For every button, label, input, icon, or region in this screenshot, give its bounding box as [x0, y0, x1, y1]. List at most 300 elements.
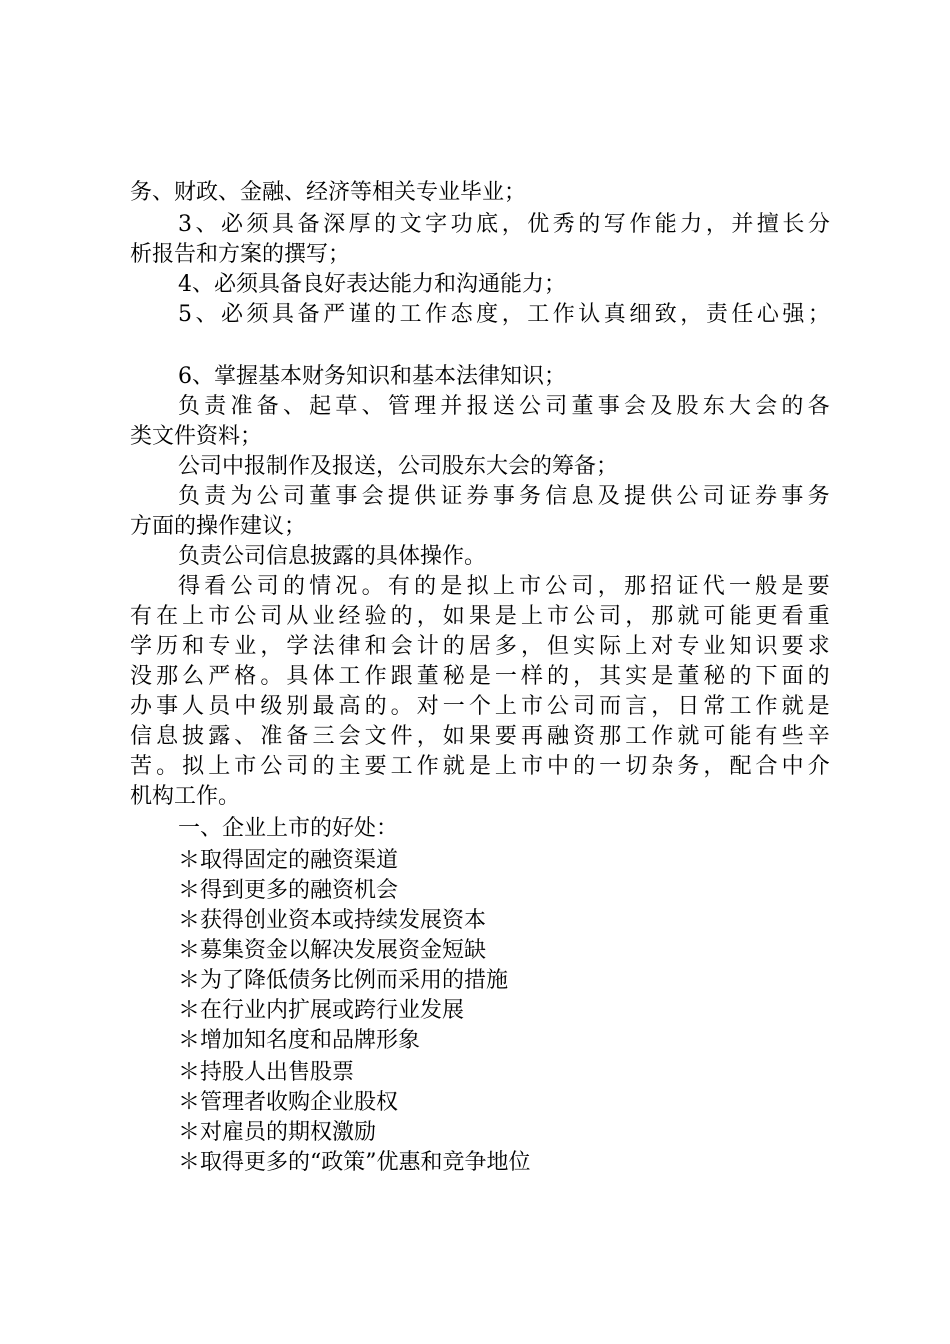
text-char: 办: [130, 694, 153, 719]
text-char: 一: [599, 754, 622, 779]
text-char: 心: [756, 302, 779, 327]
text-char: 必: [221, 302, 244, 327]
text-char: 拟: [466, 574, 489, 599]
text-char: 中: [234, 694, 257, 719]
text-char: 作: [425, 302, 448, 327]
text-char: 供: [414, 484, 437, 509]
text-line: [178, 392, 830, 422]
text-char: 秘: [703, 664, 726, 689]
text-char: 工: [729, 694, 752, 719]
text-char: 历: [156, 634, 179, 659]
text-char: 律: [338, 634, 361, 659]
text-char: 作: [364, 664, 387, 689]
text-char: 工: [399, 302, 422, 327]
text-line: 类文件资料；: [130, 424, 263, 449]
text-char: 有: [130, 604, 153, 629]
text-char: 备: [297, 302, 320, 327]
text-char: 、: [282, 394, 305, 419]
text-char: ，: [416, 724, 439, 749]
text-char: 在: [156, 604, 179, 629]
text-char: 公: [547, 694, 570, 719]
text-char: ，: [416, 604, 439, 629]
text-line: [130, 752, 830, 782]
text-char: 些: [781, 724, 804, 749]
text-char: 从: [286, 604, 309, 629]
text-char: 信: [545, 484, 568, 509]
text-char: 而: [599, 694, 622, 719]
text-char: 上: [494, 754, 517, 779]
text-char: 司: [256, 574, 279, 599]
text-char: 细: [629, 302, 652, 327]
text-char: ，: [597, 574, 620, 599]
text-char: 果: [468, 724, 491, 749]
text-char: 更: [755, 604, 778, 629]
text-char: 法: [312, 634, 335, 659]
text-char: 是: [781, 574, 804, 599]
text-line: 6、掌握基本财务知识和基本法律知识；: [178, 364, 566, 389]
text-char: ；: [807, 302, 830, 327]
text-char: 露: [208, 724, 231, 749]
text-line: [178, 300, 830, 330]
text-char: 的: [781, 394, 804, 419]
text-char: 体: [312, 664, 335, 689]
text-char: ，: [260, 634, 283, 659]
list-item: ＊募集资金以解决发展资金短缺: [178, 938, 487, 963]
text-char: 上: [492, 574, 515, 599]
text-char: 公: [676, 484, 699, 509]
text-char: 。: [260, 664, 283, 689]
text-char: 理: [414, 394, 437, 419]
text-char: 面: [781, 664, 804, 689]
text-char: 个: [468, 694, 491, 719]
text-char: 么: [182, 664, 205, 689]
list-item: ＊获得创业资本或持续发展资本: [178, 908, 487, 933]
text-char: 大: [728, 394, 751, 419]
text-char: ，: [680, 302, 703, 327]
list-item: ＊取得更多的“政策”优惠和竞争地位: [178, 1150, 531, 1175]
text-char: 市: [520, 754, 543, 779]
text-char: 具: [272, 212, 295, 237]
text-char: 业: [703, 634, 726, 659]
text-char: 任: [731, 302, 754, 327]
text-char: 作: [755, 694, 778, 719]
text-char: ，: [705, 212, 728, 237]
list-item: ＊增加知名度和品牌形象: [178, 1028, 421, 1053]
text-line: [178, 210, 830, 240]
text-char: 会: [755, 394, 778, 419]
text-char: 要: [494, 724, 517, 749]
text-char: 样: [520, 664, 543, 689]
text-char: 业: [312, 604, 335, 629]
text-char: ，: [651, 694, 674, 719]
text-char: 上: [520, 604, 543, 629]
text-char: 辛: [807, 724, 830, 749]
text-char: 券: [755, 484, 778, 509]
text-char: 况: [335, 574, 358, 599]
text-char: ，: [573, 664, 596, 689]
text-char: 计: [416, 634, 439, 659]
text-char: 秀: [552, 212, 575, 237]
text-char: 提: [623, 484, 646, 509]
list-item: ＊对雇员的期权激励: [178, 1120, 377, 1145]
text-char: 司: [571, 574, 594, 599]
text-char: 上: [494, 694, 517, 719]
text-char: 是: [468, 754, 491, 779]
text-char: 认: [578, 302, 601, 327]
text-char: 学: [130, 634, 153, 659]
text-char: 般: [755, 574, 778, 599]
text-char: 5: [178, 302, 192, 327]
text-char: 资: [573, 724, 596, 749]
text-char: 和: [182, 634, 205, 659]
text-char: 的: [374, 302, 397, 327]
text-line: 公司中报制作及报送，公司股东大会的筹备；: [178, 454, 619, 479]
text-char: 为: [230, 484, 253, 509]
text-char: 看: [781, 604, 804, 629]
text-char: 强: [782, 302, 805, 327]
text-char: 董: [309, 484, 332, 509]
text-char: 供: [650, 484, 673, 509]
text-char: 实: [625, 664, 648, 689]
text-char: 就: [677, 604, 700, 629]
text-char: 招: [650, 574, 673, 599]
text-char: 居: [468, 634, 491, 659]
text-char: 实: [573, 634, 596, 659]
text-char: 事: [597, 394, 620, 419]
text-char: 准: [260, 724, 283, 749]
text-char: 三: [312, 724, 335, 749]
text-char: 市: [520, 694, 543, 719]
text-char: 学: [286, 634, 309, 659]
text-line: [130, 662, 830, 692]
text-char: 件: [390, 724, 413, 749]
text-char: 公: [519, 394, 542, 419]
text-char: 证: [676, 574, 699, 599]
text-char: 证: [440, 484, 463, 509]
text-char: 披: [182, 724, 205, 749]
text-char: 务: [677, 754, 700, 779]
text-char: 对: [651, 634, 674, 659]
text-char: 备: [286, 724, 309, 749]
text-char: 员: [208, 694, 231, 719]
text-char: 要: [364, 754, 387, 779]
text-char: 上: [625, 634, 648, 659]
text-char: 际: [599, 634, 622, 659]
text-char: 谨: [348, 302, 371, 327]
text-char: 公: [230, 574, 253, 599]
text-char: 是: [440, 574, 463, 599]
text-char: 市: [547, 604, 570, 629]
text-char: 就: [781, 694, 804, 719]
text-char: 力: [680, 212, 703, 237]
text-char: 中: [547, 754, 570, 779]
text-char: 苦: [130, 754, 153, 779]
text-char: 要: [807, 574, 830, 599]
text-char: 会: [338, 724, 361, 749]
text-char: 市: [208, 604, 231, 629]
text-char: 和: [364, 634, 387, 659]
text-char: 有: [755, 724, 778, 749]
text-char: 提: [387, 484, 410, 509]
text-char: 券: [466, 484, 489, 509]
text-line: 务、财政、金融、经济等相关专业毕业；: [130, 180, 527, 205]
text-char: 及: [597, 484, 620, 509]
text-char: 求: [807, 634, 830, 659]
text-char: 其: [599, 664, 622, 689]
text-char: 必: [221, 212, 244, 237]
text-char: 但: [547, 634, 570, 659]
text-char: ，: [625, 604, 648, 629]
text-char: 文: [364, 724, 387, 749]
text-char: 作: [416, 754, 439, 779]
text-char: 作: [651, 724, 674, 749]
text-char: 能: [729, 604, 752, 629]
text-char: 、: [195, 302, 218, 327]
text-char: 的: [364, 694, 387, 719]
text-char: 格: [234, 664, 257, 689]
text-char: 工: [390, 754, 413, 779]
text-char: 看: [204, 574, 227, 599]
text-char: 司: [286, 754, 309, 779]
text-line: [178, 482, 830, 512]
text-char: 对: [416, 694, 439, 719]
text-char: 准: [230, 394, 253, 419]
text-char: 可: [703, 724, 726, 749]
text-line: 方面的操作建议；: [130, 514, 307, 539]
text-line: [178, 572, 830, 602]
text-char: 长: [782, 212, 805, 237]
text-char: 3: [178, 212, 192, 237]
text-char: 市: [234, 754, 257, 779]
text-char: ，: [501, 302, 524, 327]
text-line: [130, 692, 830, 722]
text-char: 真: [603, 302, 626, 327]
text-char: 司: [702, 484, 725, 509]
text-char: 能: [729, 724, 752, 749]
text-char: 司: [260, 604, 283, 629]
text-char: 那: [651, 604, 674, 629]
text-char: 下: [755, 664, 778, 689]
text-char: 没: [130, 664, 153, 689]
text-char: 擅: [756, 212, 779, 237]
text-char: ，: [520, 634, 543, 659]
text-char: 就: [677, 724, 700, 749]
section-heading: 一、企业上市的好处：: [178, 816, 399, 841]
text-char: ，: [703, 754, 726, 779]
text-char: 合: [755, 754, 778, 779]
text-char: 态: [450, 302, 473, 327]
text-char: 有: [387, 574, 410, 599]
text-char: 息: [571, 484, 594, 509]
text-char: 责: [204, 394, 227, 419]
text-char: 送: [492, 394, 515, 419]
text-char: 上: [208, 754, 231, 779]
text-char: 责: [705, 302, 728, 327]
text-char: 的: [390, 604, 413, 629]
text-char: 并: [731, 212, 754, 237]
text-char: 优: [527, 212, 550, 237]
text-char: 字: [425, 212, 448, 237]
text-char: 责: [204, 484, 227, 509]
text-char: 、: [361, 394, 384, 419]
text-char: 杂: [651, 754, 674, 779]
text-char: 就: [442, 754, 465, 779]
text-char: 的: [414, 574, 437, 599]
text-char: 的: [312, 754, 335, 779]
text-char: 作: [629, 212, 652, 237]
text-char: 的: [573, 754, 596, 779]
text-char: 经: [338, 604, 361, 629]
text-char: 言: [625, 694, 648, 719]
text-char: 人: [182, 694, 205, 719]
text-char: 草: [335, 394, 358, 419]
text-char: 能: [654, 212, 677, 237]
text-char: 介: [807, 754, 830, 779]
text-char: 证: [728, 484, 751, 509]
text-line: [130, 632, 830, 662]
text-char: 别: [286, 694, 309, 719]
text-char: 致: [654, 302, 677, 327]
text-char: 报: [466, 394, 489, 419]
text-char: 那: [623, 574, 646, 599]
text-char: 度: [476, 302, 499, 327]
text-char: 作: [552, 302, 575, 327]
text-char: ，: [501, 212, 524, 237]
text-char: 备: [297, 212, 320, 237]
text-char: 事: [156, 694, 179, 719]
text-char: 分: [807, 212, 830, 237]
text-char: 拟: [182, 754, 205, 779]
text-char: 得: [178, 574, 201, 599]
text-char: 日: [677, 694, 700, 719]
text-char: 那: [599, 724, 622, 749]
text-char: 司: [573, 694, 596, 719]
text-char: 市: [519, 574, 542, 599]
text-char: 股: [676, 394, 699, 419]
text-char: 厚: [348, 212, 371, 237]
text-char: 是: [651, 664, 674, 689]
text-char: 事: [781, 484, 804, 509]
text-char: 上: [182, 604, 205, 629]
text-char: 融: [547, 724, 570, 749]
text-char: 务: [519, 484, 542, 509]
text-char: 情: [309, 574, 332, 599]
text-char: 事: [335, 484, 358, 509]
text-char: 会: [361, 484, 384, 509]
text-char: 可: [703, 604, 726, 629]
text-line: 机构工作。: [130, 784, 241, 809]
text-char: 信: [130, 724, 153, 749]
text-char: 写: [603, 212, 626, 237]
text-char: 最: [312, 694, 335, 719]
text-char: 是: [807, 694, 830, 719]
text-char: 司: [282, 484, 305, 509]
list-item: ＊在行业内扩展或跨行业发展: [178, 998, 465, 1023]
text-char: 要: [781, 634, 804, 659]
text-char: 董: [416, 664, 439, 689]
text-line: 负责公司信息披露的具体操作。: [178, 544, 487, 569]
text-char: 董: [571, 394, 594, 419]
text-char: 具: [272, 302, 295, 327]
text-char: 专: [208, 634, 231, 659]
text-char: 配: [729, 754, 752, 779]
text-char: 如: [442, 724, 465, 749]
text-char: 备: [256, 394, 279, 419]
text-char: 底: [476, 212, 499, 237]
text-char: 验: [364, 604, 387, 629]
text-char: 的: [807, 664, 830, 689]
text-char: 功: [450, 212, 473, 237]
text-char: 须: [246, 302, 269, 327]
list-item: ＊持股人出售股票: [178, 1060, 355, 1085]
text-char: 如: [442, 604, 465, 629]
text-char: 的: [282, 574, 305, 599]
text-char: 深: [323, 212, 346, 237]
text-char: 重: [807, 604, 830, 629]
text-char: 秘: [442, 664, 465, 689]
text-char: 切: [625, 754, 648, 779]
text-char: 务: [807, 484, 830, 509]
text-char: 事: [492, 484, 515, 509]
text-char: 并: [440, 394, 463, 419]
text-line: [130, 722, 830, 752]
text-char: 公: [573, 604, 596, 629]
text-char: 一: [494, 664, 517, 689]
text-char: 文: [399, 212, 422, 237]
text-char: 严: [208, 664, 231, 689]
text-char: 高: [338, 694, 361, 719]
text-char: 主: [338, 754, 361, 779]
text-char: 的: [578, 212, 601, 237]
text-char: 代: [702, 574, 725, 599]
text-char: 具: [286, 664, 309, 689]
text-char: 一: [442, 694, 465, 719]
text-char: 、: [234, 724, 257, 749]
text-char: 的: [374, 212, 397, 237]
text-char: 常: [703, 694, 726, 719]
text-char: 起: [309, 394, 332, 419]
text-char: 。: [156, 754, 179, 779]
text-char: 知: [729, 634, 752, 659]
text-char: 果: [468, 604, 491, 629]
text-char: 一: [728, 574, 751, 599]
text-char: 级: [260, 694, 283, 719]
text-char: 的: [729, 664, 752, 689]
text-char: 的: [547, 664, 570, 689]
text-char: 公: [256, 484, 279, 509]
text-char: 业: [234, 634, 257, 659]
text-line: 析报告和方案的撰写；: [130, 242, 351, 267]
text-char: 多: [494, 634, 517, 659]
text-char: 董: [677, 664, 700, 689]
text-char: 工: [338, 664, 361, 689]
text-char: 负: [178, 484, 201, 509]
text-char: 及: [650, 394, 673, 419]
text-char: 。: [361, 574, 384, 599]
text-char: 会: [623, 394, 646, 419]
list-item: ＊取得固定的融资渠道: [178, 848, 399, 873]
text-char: 那: [156, 664, 179, 689]
text-line: [130, 602, 830, 632]
text-char: 严: [323, 302, 346, 327]
text-char: 各: [807, 394, 830, 419]
text-char: 司: [599, 604, 622, 629]
text-char: 。: [390, 694, 413, 719]
text-char: 的: [442, 634, 465, 659]
text-char: 须: [246, 212, 269, 237]
text-char: 负: [178, 394, 201, 419]
text-char: 是: [494, 604, 517, 629]
